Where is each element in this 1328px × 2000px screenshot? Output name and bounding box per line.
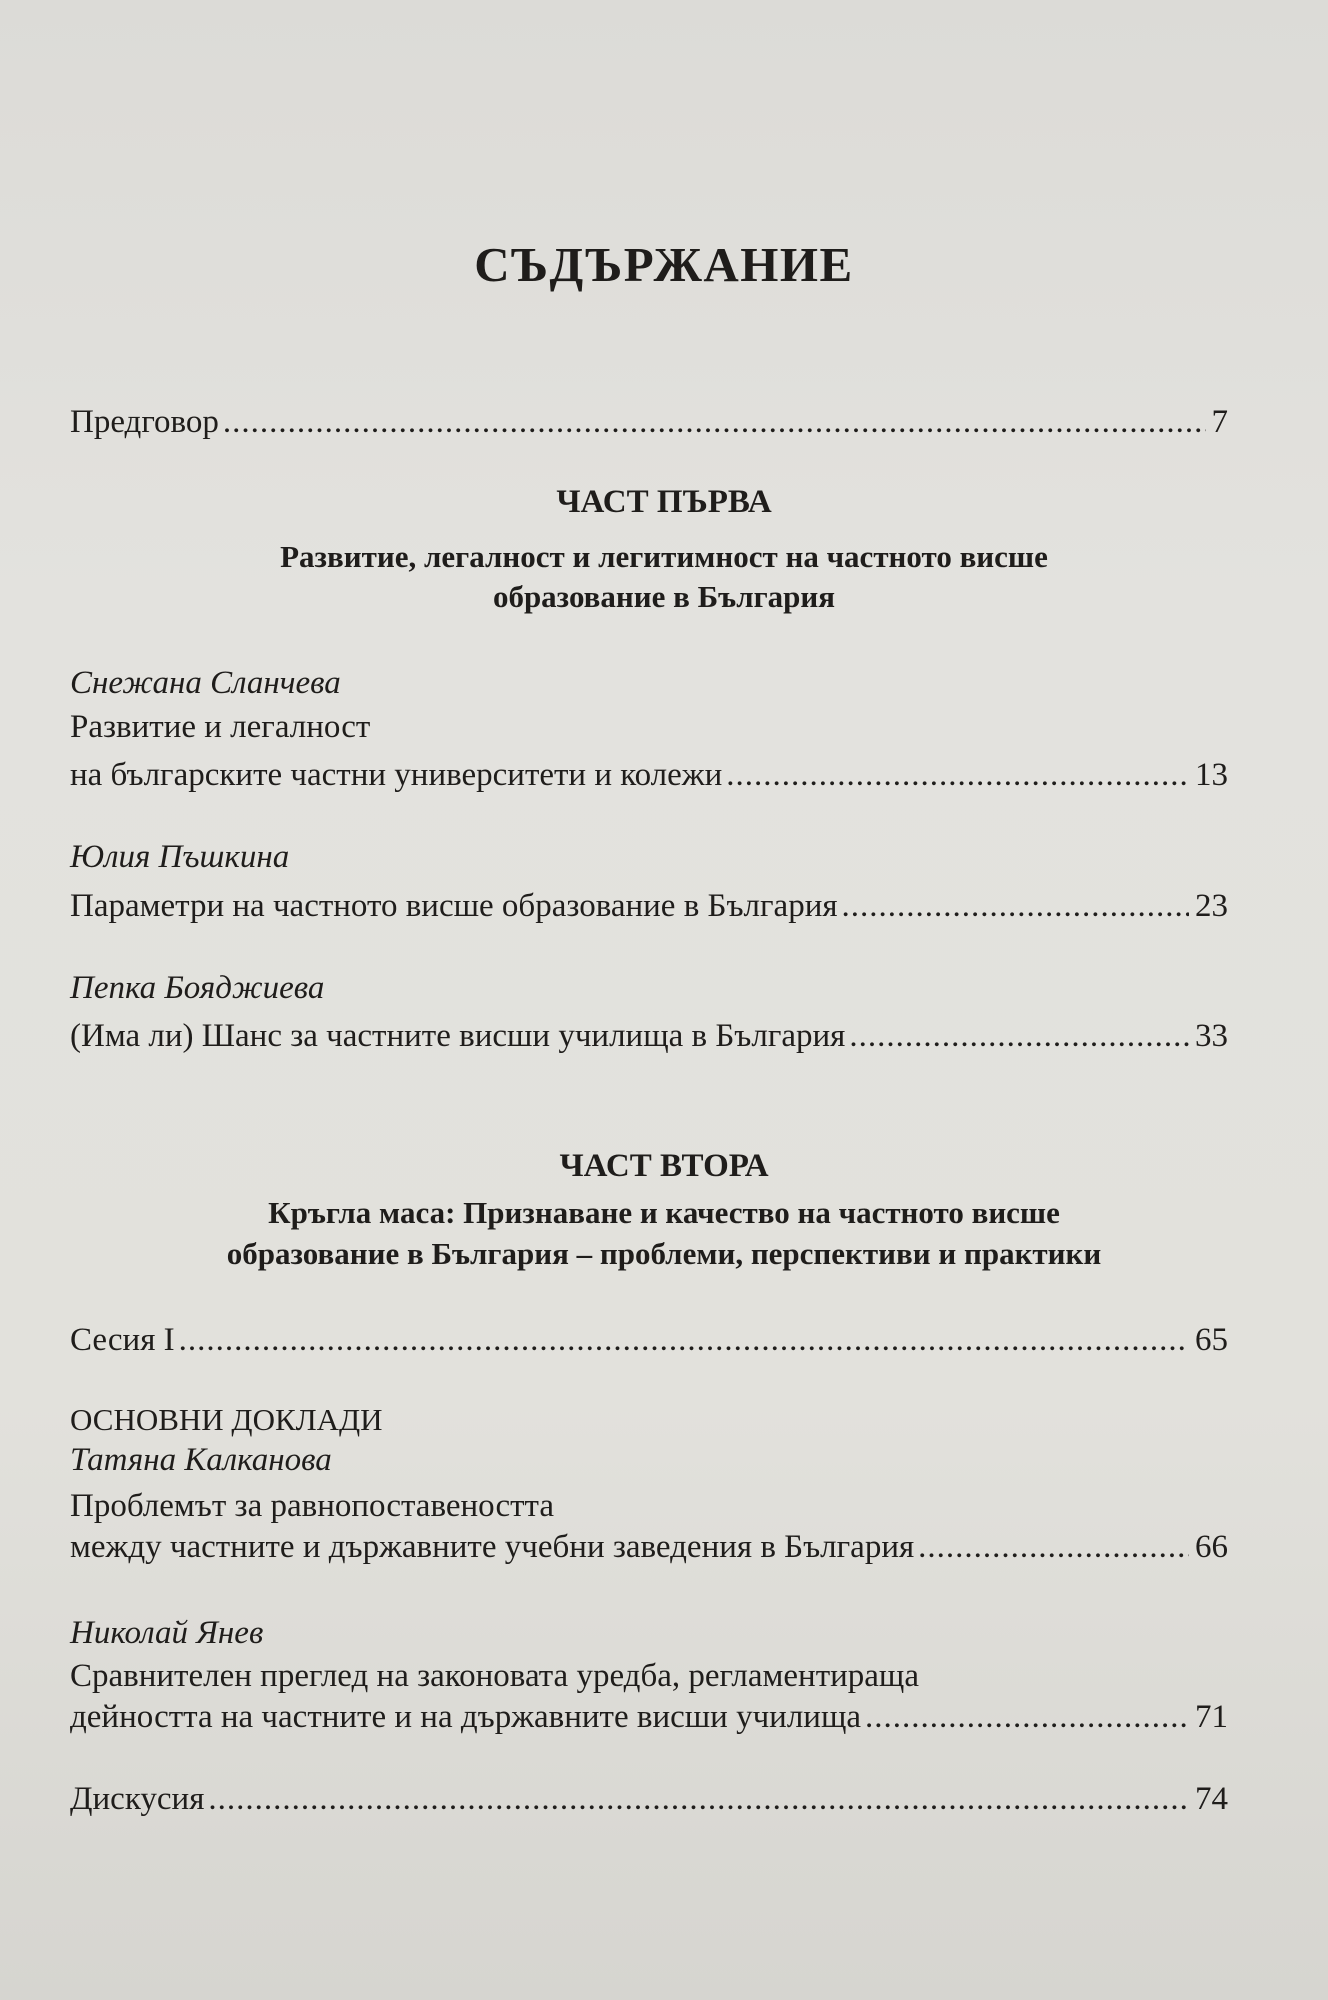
toc-entry-preface [70, 402, 1228, 442]
toc-entry [70, 1527, 1228, 1567]
toc-entry [70, 1697, 1228, 1737]
section-label: ОСНОВНИ ДОКЛАДИ [70, 1402, 383, 1437]
page-number: 66 [1195, 1529, 1228, 1565]
toc-entry [70, 1016, 1228, 1056]
part-heading: ЧАСТ ПЪРВА [556, 484, 772, 520]
toc-entry [70, 886, 1228, 926]
leader-dots [842, 886, 1189, 926]
entry-title: между частните и държавните учебни заведения в България [70, 1529, 915, 1565]
entry-author: Николай Янев [70, 1615, 264, 1651]
entry-title: дейността на частните и на държавните висши училища [70, 1699, 862, 1735]
entry-author: Юлия Пъшкина [70, 839, 290, 875]
page-number: 71 [1195, 1699, 1228, 1735]
entry-title: (Има ли) Шанс за частните висши училища в България [70, 1018, 846, 1054]
part-subtitle: Развитие, легалност и легитимност на частното висше [280, 539, 1048, 574]
leader-dots [865, 1697, 1189, 1737]
leader-dots [179, 1320, 1189, 1360]
entry-title: Проблемът за равнопоставеността [70, 1488, 555, 1524]
entry-title: на българските частни университети и колежи [70, 757, 723, 793]
toc-entry-session [70, 1320, 1228, 1360]
page-number: 7 [1211, 404, 1228, 440]
page-title: СЪДЪРЖАНИЕ [474, 237, 854, 292]
page-number: 23 [1195, 888, 1228, 924]
leader-dots [208, 1779, 1189, 1819]
page-number: 33 [1195, 1018, 1228, 1054]
page-number: 65 [1195, 1322, 1228, 1358]
entry-title: Параметри на частното висше образование в България [70, 888, 838, 924]
entry-author: Пепка Бояджиева [70, 970, 325, 1006]
leader-dots [849, 1016, 1189, 1056]
leader-dots [918, 1527, 1189, 1567]
leader-dots [223, 402, 1206, 442]
entry-title: Предговор [70, 404, 219, 440]
page-number: 74 [1195, 1781, 1228, 1817]
page-number: 13 [1195, 757, 1228, 793]
leader-dots [726, 755, 1189, 795]
entry-title: Сесия I [70, 1322, 175, 1358]
toc-entry [70, 755, 1228, 795]
toc-entry-discussion [70, 1779, 1228, 1819]
entry-author: Татяна Калканова [70, 1442, 332, 1478]
part-subtitle: образование в България [492, 579, 836, 614]
part-subtitle: Кръгла маса: Признаване и качество на частното висше [268, 1195, 1060, 1230]
entry-title: Сравнителен преглед на законовата уредба, регламентираща [70, 1658, 919, 1694]
entry-title: Развитие и легалност [70, 709, 371, 745]
entry-author: Снежана Сланчева [70, 665, 341, 701]
part-subtitle: образование в България – проблеми, перспективи и практики [226, 1236, 1102, 1271]
part-heading: ЧАСТ ВТОРА [559, 1148, 769, 1184]
entry-title: Дискусия [70, 1781, 205, 1817]
